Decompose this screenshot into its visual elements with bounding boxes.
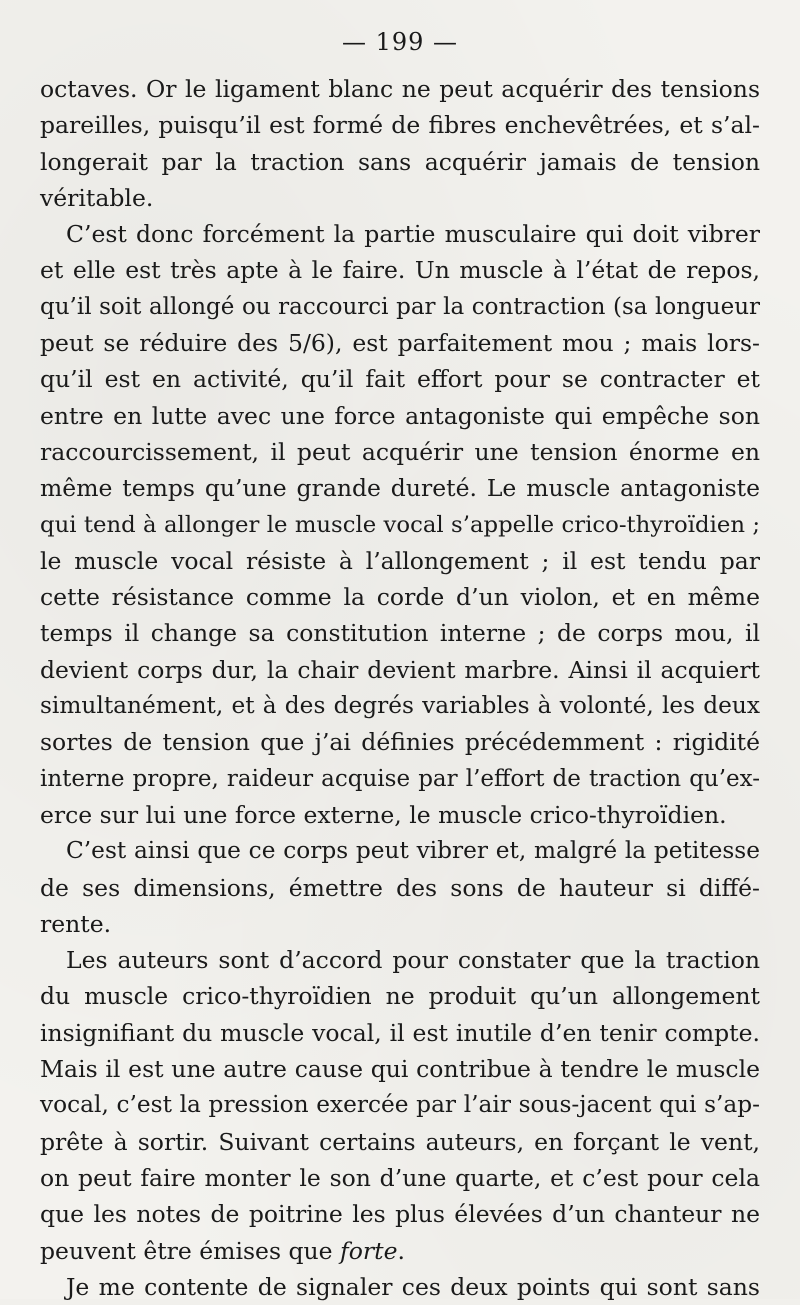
text-line: qui tend à allonger le muscle vocal s’appelle crico-thyroïdien ; bbox=[40, 511, 760, 538]
text-line: octaves. Or le ligament blanc ne peut acquérir des tensions bbox=[40, 75, 760, 103]
text-line: C’est donc forcément la partie musculaire qui doit vibrer bbox=[66, 220, 760, 249]
text-line: sortes de tension que j’ai définies précédemment : rigidité bbox=[40, 728, 760, 757]
page-number: — 199 — bbox=[341, 28, 459, 56]
text-line: vocal, c’est la pression exercée par l’air sous-jacent qui s’ap- bbox=[40, 1091, 760, 1119]
paragraph bbox=[40, 942, 760, 1269]
text-line: entre en lutte avec une force antagoniste qui empêche son bbox=[40, 401, 760, 430]
paragraph bbox=[40, 1269, 760, 1305]
text-line: prête à sortir. Suivant certains auteurs, en forçant le vent, bbox=[40, 1127, 760, 1156]
text-line: véritable. bbox=[40, 183, 154, 212]
text-line: on peut faire monter le son d’une quarte, et c’est pour cela bbox=[40, 1163, 760, 1192]
text-line: Les auteurs sont d’accord pour constater que la traction bbox=[66, 946, 760, 975]
italic-term: forte bbox=[340, 1236, 398, 1265]
text-line: erce sur lui une force externe, le muscle crico-thyroïdien. bbox=[40, 800, 727, 829]
text-line: longerait par la traction sans acquérir jamais de tension bbox=[40, 147, 760, 176]
text-line: temps il change sa constitution interne ; de corps mou, il bbox=[40, 619, 760, 648]
text-line: devient corps dur, la chair devient marbre. Ainsi il acquiert bbox=[40, 655, 760, 684]
text-line: que les notes de poitrine les plus élevées d’un chanteur ne bbox=[40, 1200, 760, 1229]
text-line: interne propre, raideur acquise par l’effort de traction qu’ex- bbox=[40, 765, 760, 792]
text-segment: peuvent être émises que bbox=[40, 1236, 341, 1265]
text-line: rente. bbox=[40, 909, 112, 938]
text-line: raccourcissement, il peut acquérir une tension énorme en bbox=[40, 437, 760, 466]
text-line: qu’il est en activité, qu’il fait effort pour se contracter et bbox=[40, 365, 760, 394]
body-text bbox=[40, 71, 760, 1305]
text-line: qu’il soit allongé ou raccourci par la contraction (sa longueur bbox=[40, 293, 760, 320]
paragraph bbox=[40, 833, 760, 942]
text-line: le muscle vocal résiste à l’allongement ; il est tendu par bbox=[40, 546, 760, 575]
text-line: pareilles, puisqu’il est formé de fibres enchevêtrées, et s’al- bbox=[40, 111, 760, 140]
text-line-with-italic bbox=[40, 1233, 760, 1269]
text-line: peut se réduire des 5/6), est parfaitement mou ; mais lors- bbox=[40, 329, 760, 358]
text-line: de ses dimensions, émettre des sons de hauteur si diffé- bbox=[40, 873, 760, 902]
text-line: Mais il est une autre cause qui contribue à tendre le muscle bbox=[40, 1055, 760, 1084]
text-line: Je me contente de signaler ces deux points qui sont sans bbox=[66, 1272, 760, 1301]
text-line: même temps qu’une grande dureté. Le muscle antagoniste bbox=[40, 474, 760, 503]
text-line: simultanément, et à des degrés variables à volonté, les deux bbox=[40, 692, 760, 720]
text-line: C’est ainsi que ce corps peut vibrer et, malgré la petitesse bbox=[66, 837, 760, 865]
text-line: et elle est très apte à le faire. Un muscle à l’état de repos, bbox=[40, 256, 760, 285]
paragraph bbox=[40, 216, 760, 833]
paragraph bbox=[40, 71, 760, 216]
text-line: insignifiant du muscle vocal, il est inutile d’en tenir compte. bbox=[40, 1018, 760, 1047]
text-line: cette résistance comme la corde d’un violon, et en même bbox=[40, 583, 760, 612]
text-line: du muscle crico-thyroïdien ne produit qu’un allongement bbox=[40, 982, 760, 1011]
text-segment: . bbox=[397, 1236, 405, 1265]
